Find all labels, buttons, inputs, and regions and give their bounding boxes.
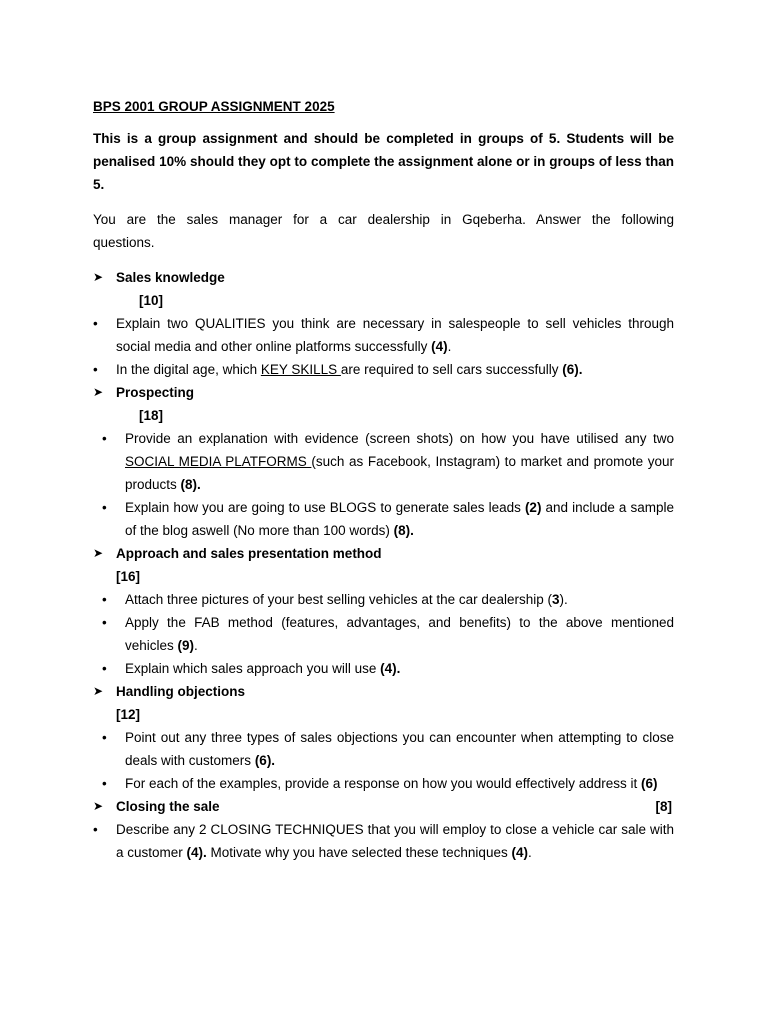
section-heading-prospecting: ➤ Prospecting (93, 381, 674, 404)
list-item: • In the digital age, which KEY SKILLS are required to sell cars successfully (6). (93, 358, 674, 381)
bullet-icon: • (93, 362, 98, 377)
bullet-icon: • (102, 431, 107, 446)
list-item: • Explain which sales approach you will use (4). (93, 657, 674, 680)
bullet-icon: • (102, 661, 107, 676)
section-marks: [10] (139, 293, 164, 308)
section-marks: [18] (139, 408, 164, 423)
list-item: • Explain how you are going to use BLOGS to generate sales leads (2) and include a sample of the blog aswell (No more than 100 words) (8). (93, 496, 674, 542)
list-item: • Provide an explanation with evidence (screen shots) on how you have utilised any two SOCIAL MEDIA PLATFORMS (such as Facebook, Instagram) to market and promote your products (8). (93, 427, 674, 496)
list-item: • Apply the FAB method (features, advantages, and benefits) to the above mentioned vehicles (9). (93, 611, 674, 657)
list-item: • For each of the examples, provide a response on how you would effectively address it (6) (93, 772, 674, 795)
scenario-line-1: You are the sales manager for a car dealership in Gqeberha. Answer the following (93, 212, 674, 227)
section-marks: [16] (116, 569, 141, 584)
arrow-bullet-icon: ➤ (93, 546, 104, 560)
bullet-icon: • (102, 615, 107, 630)
section-heading-closing: ➤ Closing the sale [8] (93, 795, 674, 818)
bullet-icon: • (93, 822, 98, 837)
section-heading-approach: ➤ Approach and sales presentation method (93, 542, 674, 565)
scenario-line-2: questions. (93, 235, 155, 250)
arrow-bullet-icon: ➤ (93, 270, 104, 284)
section-heading-objections: ➤ Handling objections (93, 680, 674, 703)
bullet-icon: • (102, 500, 107, 515)
bullet-icon: • (102, 776, 107, 791)
section-marks: [8] (655, 799, 672, 814)
intro-paragraph: This is a group assignment and should be completed in groups of 5. Students will be penalised 10% should they opt to complete the assignment alone or in groups of less than 5. (93, 131, 674, 192)
list-item: • Point out any three types of sales objections you can encounter when attempting to close deals with customers (6). (93, 726, 674, 772)
bullet-icon: • (93, 316, 98, 331)
section-marks: [12] (116, 707, 141, 722)
list-item: • Explain two QUALITIES you think are necessary in salespeople to sell vehicles through social media and other online platforms successfully (4). (93, 312, 674, 358)
document-title: BPS 2001 GROUP ASSIGNMENT 2025 (93, 99, 335, 114)
arrow-bullet-icon: ➤ (93, 684, 104, 698)
list-item: • Attach three pictures of your best selling vehicles at the car dealership (3). (93, 588, 674, 611)
section-heading-sales-knowledge: ➤ Sales knowledge (93, 266, 674, 289)
bullet-icon: • (102, 730, 107, 745)
arrow-bullet-icon: ➤ (93, 799, 104, 813)
bullet-icon: • (102, 592, 107, 607)
arrow-bullet-icon: ➤ (93, 385, 104, 399)
list-item: • Describe any 2 CLOSING TECHNIQUES that you will employ to close a vehicle car sale with a customer (4). Motivate why you have selected these techniques (4). (93, 818, 674, 864)
scenario-paragraph (93, 208, 674, 254)
document-page (93, 95, 674, 864)
